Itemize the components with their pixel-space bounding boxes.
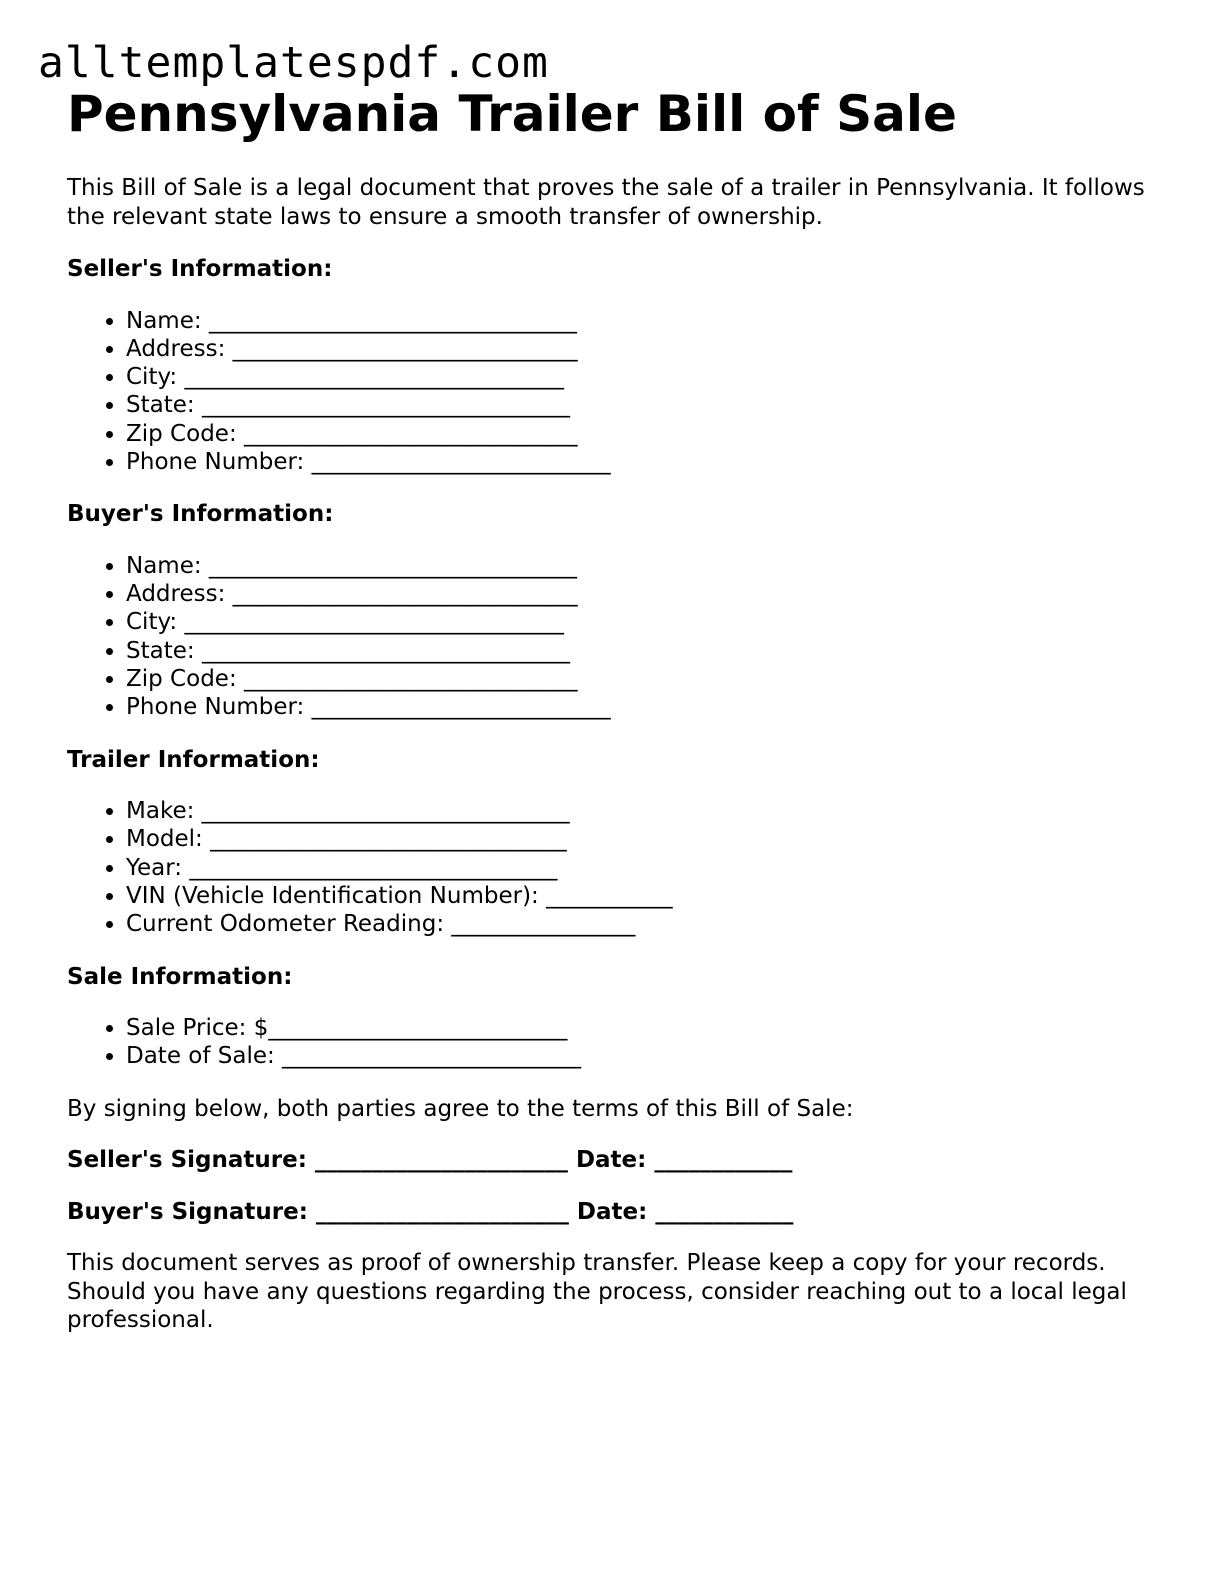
- buyer-signature-line: Buyer's Signature: ______________________ Date: ____________: [67, 1198, 794, 1225]
- buyer-zip-field: • Zip Code: _____________________________: [126, 665, 1167, 693]
- seller-fields-list: [67, 307, 1167, 477]
- buyer-section-heading: Buyer's Information:: [67, 501, 334, 528]
- buyer-address-field: • Address: ______________________________: [126, 580, 1167, 608]
- seller-state-field: • State: ________________________________: [126, 391, 1167, 419]
- closing-paragraph: This document serves as proof of ownership transfer. Please keep a copy for your records. Should you have any questions regarding the process, consider reaching out to a local legal professional.: [67, 1250, 1127, 1334]
- sale-fields-list: [67, 1014, 1167, 1071]
- buyer-fields-list: [67, 552, 1167, 722]
- trailer-vin-field: • VIN (Vehicle Identification Number): ___________: [126, 882, 1167, 910]
- buyer-name-field: • Name: ________________________________: [126, 552, 1167, 580]
- trailer-fields-list: [67, 797, 1167, 938]
- sale-section-heading: Sale Information:: [67, 963, 293, 990]
- seller-section-heading: Seller's Information:: [67, 256, 333, 282]
- trailer-year-field: • Year: ________________________________: [126, 854, 1167, 882]
- seller-name-field: • Name: ________________________________: [126, 307, 1167, 335]
- buyer-city-field: • City: _________________________________: [126, 608, 1167, 636]
- trailer-section-heading: Trailer Information:: [67, 746, 320, 773]
- buyer-phone-field: • Phone Number: __________________________: [126, 693, 1167, 721]
- seller-city-field: • City: _________________________________: [126, 363, 1167, 391]
- seller-signature-line: Seller's Signature: ______________________ Date: ____________: [67, 1147, 793, 1174]
- agreement-statement: By signing below, both parties agree to the terms of this Bill of Sale:: [67, 1095, 854, 1122]
- trailer-model-field: • Model: _______________________________: [126, 825, 1167, 853]
- buyer-state-field: • State: ________________________________: [126, 637, 1167, 665]
- document-title: Pennsylvania Trailer Bill of Sale: [67, 85, 957, 143]
- document-body: [67, 82, 1167, 1335]
- trailer-odometer-field: • Current Odometer Reading: ________________: [126, 910, 1167, 938]
- intro-paragraph: This Bill of Sale is a legal document that proves the sale of a trailer in Pennsylvania. It follows the relevant state laws to ensure a smooth transfer of ownership.: [67, 175, 1145, 230]
- sale-price-field: • Sale Price: $__________________________: [126, 1014, 1167, 1042]
- seller-zip-field: • Zip Code: _____________________________: [126, 420, 1167, 448]
- seller-address-field: • Address: ______________________________: [126, 335, 1167, 363]
- seller-phone-field: • Phone Number: __________________________: [126, 448, 1167, 476]
- sale-date-field: • Date of Sale: __________________________: [126, 1042, 1167, 1070]
- watermark: alltemplatespdf.com: [38, 38, 549, 88]
- trailer-make-field: • Make: ________________________________: [126, 797, 1167, 825]
